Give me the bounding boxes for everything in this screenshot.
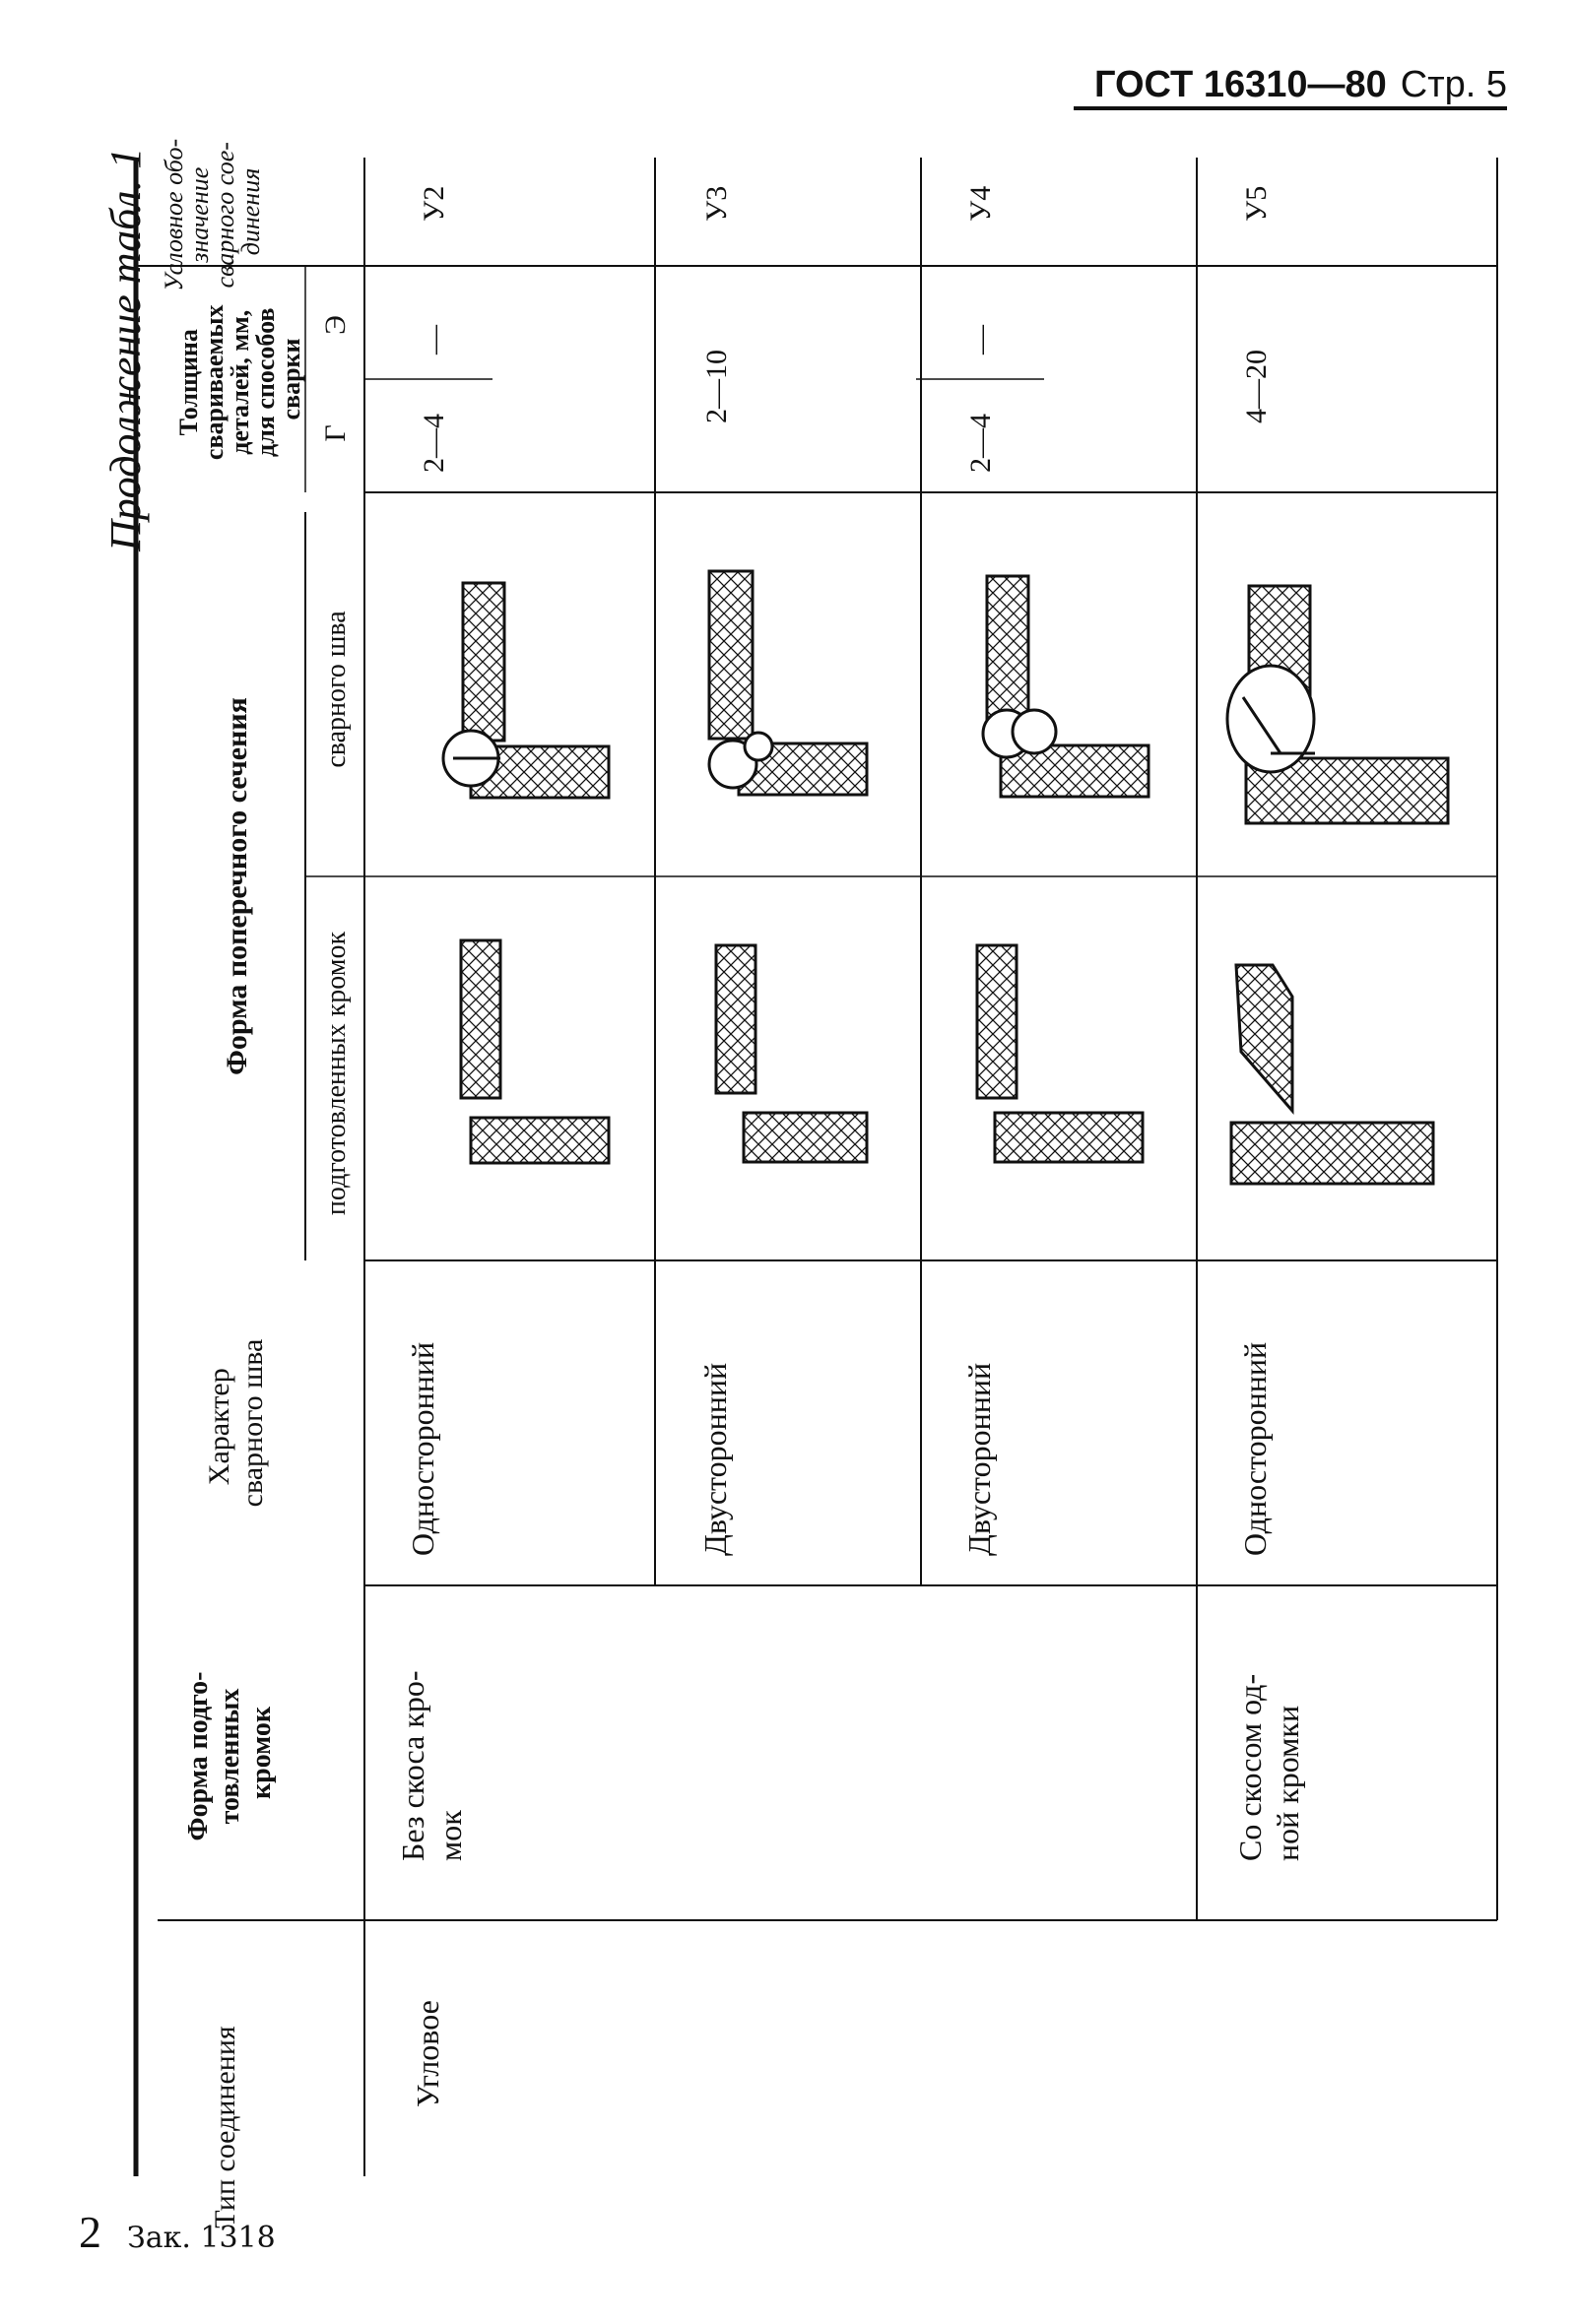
edge-group-1: Без скоса кро- мок — [395, 1670, 468, 1861]
row3-character: Двусторонний — [961, 1362, 997, 1556]
weld-seam-drawings — [443, 571, 1448, 823]
order-number: Зак. 1318 — [127, 2221, 276, 2255]
header-method-g: Г — [319, 424, 352, 442]
header-prepared-edges: подготовленных кромок — [321, 931, 352, 1216]
table-caption: Продолжение табл. 1 — [101, 147, 150, 551]
header-seam-character: Характер сварного шва — [203, 1338, 269, 1508]
row3-designation: У4 — [964, 185, 997, 222]
header-method-e: Э — [319, 315, 352, 335]
header-cross-section: Форма поперечного сечения — [221, 697, 253, 1075]
page-number: 2 — [79, 2207, 101, 2257]
row1-thickness-g: 2—4 — [418, 414, 450, 473]
row1-thickness-e: — — [418, 325, 450, 355]
row1-character: Односторонний — [405, 1341, 440, 1556]
header-joint-type: Тип соединения — [209, 2026, 241, 2228]
prepared-edge-drawings — [461, 940, 1433, 1184]
row3-thickness-g: 2—4 — [964, 414, 997, 473]
page-label: Стр. 5 — [1400, 64, 1507, 105]
header-weld-seam: сварного шва — [321, 611, 352, 768]
row4-character: Односторонний — [1237, 1341, 1273, 1556]
column-headers — [160, 132, 352, 2227]
header-edge-shape: Форма подго- товленных кромок — [183, 1671, 277, 1841]
row4-designation: У5 — [1240, 185, 1273, 222]
header-designation: Условное обо- значение сварного сое- динения — [160, 138, 265, 291]
row2-thickness: 2—10 — [700, 350, 733, 423]
row2-designation: У3 — [700, 185, 733, 222]
header-thickness: Толщина свариваемых деталей, мм, для способов сварки — [174, 304, 305, 461]
page-footer — [79, 2206, 276, 2258]
standard-number: ГОСТ 16310—80 — [1093, 64, 1387, 105]
row3-thickness-e: — — [964, 325, 997, 355]
joint-type-value: Угловое — [410, 2000, 445, 2107]
edge-group-2: Со скосом од- ной кромки — [1232, 1673, 1305, 1861]
row4-thickness: 4—20 — [1240, 350, 1273, 423]
row1-designation: У2 — [418, 185, 450, 222]
row2-character: Двусторонний — [697, 1362, 733, 1556]
